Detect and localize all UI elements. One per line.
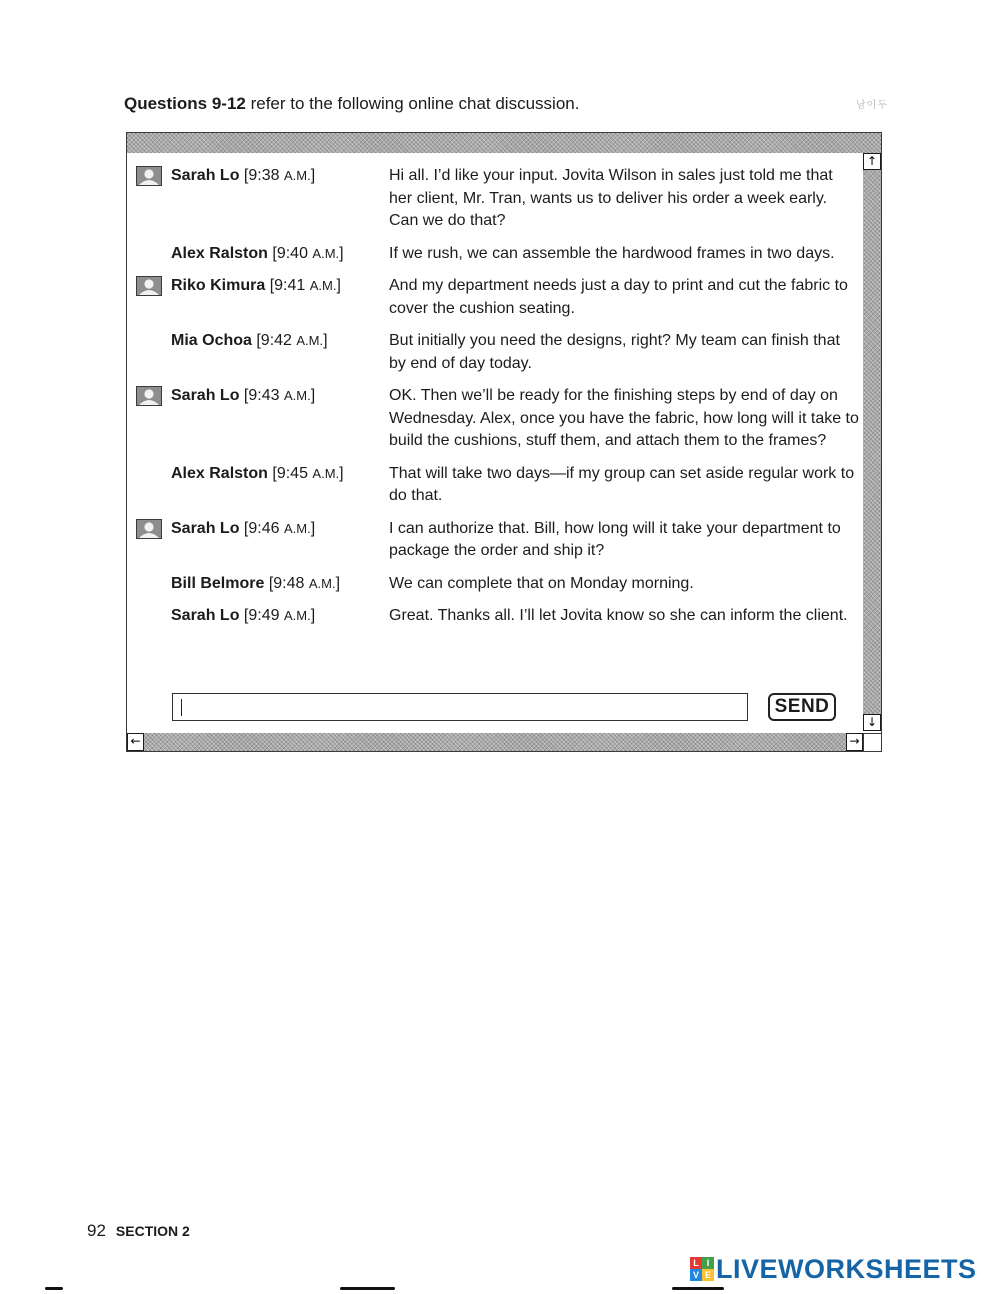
message-ampm: A.M. [308, 575, 336, 591]
avatar-slot [127, 463, 171, 508]
liveworksheets-logo-icon [690, 1257, 714, 1281]
scroll-down-arrow-icon[interactable]: ↓ [863, 714, 881, 731]
message-time-close: ] [323, 332, 328, 349]
message-time: [9:49 [243, 607, 284, 624]
message-sender [171, 385, 389, 453]
sender-name: Mia Ochoa [171, 332, 252, 349]
section-label: SECTION 2 [115, 1223, 190, 1239]
message-time-close: ] [335, 574, 341, 592]
message-sender [171, 275, 389, 320]
message-ampm: A.M. [283, 168, 311, 183]
chat-message-input[interactable] [172, 693, 748, 721]
chat-message [127, 330, 863, 375]
sender-name: Sarah Lo [171, 607, 240, 624]
message-sender [171, 165, 389, 233]
message-time: [9:40 [272, 244, 313, 262]
scroll-up-arrow-icon[interactable]: ↑ [863, 153, 881, 170]
avatar-slot [127, 165, 171, 233]
scrollbar-corner [863, 733, 881, 751]
message-time-close: ] [336, 277, 341, 294]
message-text: OK. Then we’ll be ready for the finishing steps by end of day on Wednesday. Alex, once you have the fabric, how long will it take to build the cushions, stuff them, and attach them to the frames? [389, 387, 859, 449]
message-time: [9:42 [256, 332, 297, 349]
avatar-slot [127, 385, 171, 453]
chat-message [127, 243, 863, 266]
chat-window [126, 132, 882, 752]
sender-name: Riko Kimura [171, 277, 266, 294]
chat-message [127, 463, 863, 508]
message-time-close: ] [339, 464, 344, 482]
user-avatar-icon [136, 386, 162, 406]
message-text: Hi all. I’d like your input. Jovita Wilson in sales just told me that her client, Mr. Tran, wants us to deliver his order a week early. Can we do that? [389, 167, 833, 229]
chat-message-list [127, 165, 863, 638]
avatar-slot [127, 605, 171, 628]
message-sender [171, 573, 389, 596]
scan-mark [45, 1287, 63, 1290]
vertical-scrollbar[interactable] [863, 153, 881, 731]
user-avatar-icon [136, 166, 162, 186]
message-text: I can authorize that. Bill, how long will it take your department to package the order and ship it? [389, 519, 841, 559]
chat-message [127, 518, 863, 563]
message-sender [171, 243, 389, 266]
message-time-close: ] [310, 387, 316, 404]
scroll-left-arrow-icon[interactable]: ← [127, 733, 144, 751]
message-sender [171, 463, 389, 508]
message-time: [9:41 [269, 277, 310, 294]
message-time-close: ] [339, 244, 344, 262]
scan-mark [672, 1287, 724, 1290]
logo-tile: E [702, 1269, 714, 1281]
avatar-slot [127, 518, 171, 563]
sender-name: Sarah Lo [171, 167, 240, 184]
scan-corner-mark: 남이두 [856, 100, 888, 111]
sender-name: Alex Ralston [171, 464, 268, 482]
chat-message [127, 573, 863, 596]
chat-title-bar [127, 133, 881, 153]
chat-message [127, 605, 863, 628]
avatar-slot [127, 243, 171, 266]
logo-tile: I [702, 1257, 714, 1269]
message-time: [9:43 [243, 387, 284, 404]
avatar-slot [127, 330, 171, 375]
user-avatar-icon [136, 519, 162, 539]
scroll-right-arrow-icon[interactable]: → [846, 733, 863, 751]
liveworksheets-brand [690, 1252, 977, 1286]
message-ampm: A.M. [283, 608, 311, 623]
page-footer [87, 1221, 190, 1241]
message-text: We can complete that on Monday morning. [389, 574, 694, 592]
message-ampm: A.M. [283, 388, 311, 403]
message-time-close: ] [310, 607, 316, 624]
sender-name: Sarah Lo [171, 387, 240, 404]
message-time: [9:45 [272, 464, 313, 482]
horizontal-scrollbar[interactable] [127, 733, 863, 751]
message-ampm: A.M. [296, 333, 324, 348]
message-ampm: A.M. [283, 520, 311, 536]
chat-message [127, 275, 863, 320]
question-heading [124, 94, 579, 114]
message-time: [9:46 [243, 519, 284, 537]
question-range: Questions 9-12 [124, 94, 246, 113]
message-sender [171, 605, 389, 628]
text-caret [181, 699, 182, 716]
message-time: [9:48 [268, 574, 309, 592]
message-ampm: A.M. [309, 278, 337, 293]
user-avatar-icon [136, 276, 162, 296]
message-ampm: A.M. [312, 245, 340, 261]
message-time-close: ] [310, 519, 316, 537]
scan-mark [340, 1287, 395, 1290]
avatar-slot [127, 275, 171, 320]
message-ampm: A.M. [312, 465, 340, 481]
sender-name: Alex Ralston [171, 244, 268, 262]
sender-name: Sarah Lo [171, 519, 240, 537]
message-text: And my department needs just a day to print and cut the fabric to cover the cushion seating. [389, 277, 848, 317]
message-text: Great. Thanks all. I’ll let Jovita know so she can inform the client. [389, 607, 848, 624]
message-text: That will take two days—if my group can set aside regular work to do that. [389, 464, 855, 504]
page-number: 92 [87, 1221, 106, 1240]
message-sender [171, 518, 389, 563]
chat-message [127, 385, 863, 453]
logo-tile: L [690, 1257, 702, 1269]
message-sender [171, 330, 389, 375]
message-text: If we rush, we can assemble the hardwood frames in two days. [389, 244, 835, 262]
brand-wordmark: LIVEWORKSHEETS [716, 1253, 977, 1284]
message-time-close: ] [310, 167, 316, 184]
avatar-slot [127, 573, 171, 596]
chat-message [127, 165, 863, 233]
sender-name: Bill Belmore [171, 574, 265, 592]
logo-tile: V [690, 1269, 702, 1281]
question-instructions: refer to the following online chat discussion. [245, 94, 580, 113]
message-time: [9:38 [243, 167, 284, 184]
message-text: But initially you need the designs, right? My team can finish that by end of day today. [389, 332, 840, 372]
send-button[interactable]: SEND [768, 693, 836, 721]
